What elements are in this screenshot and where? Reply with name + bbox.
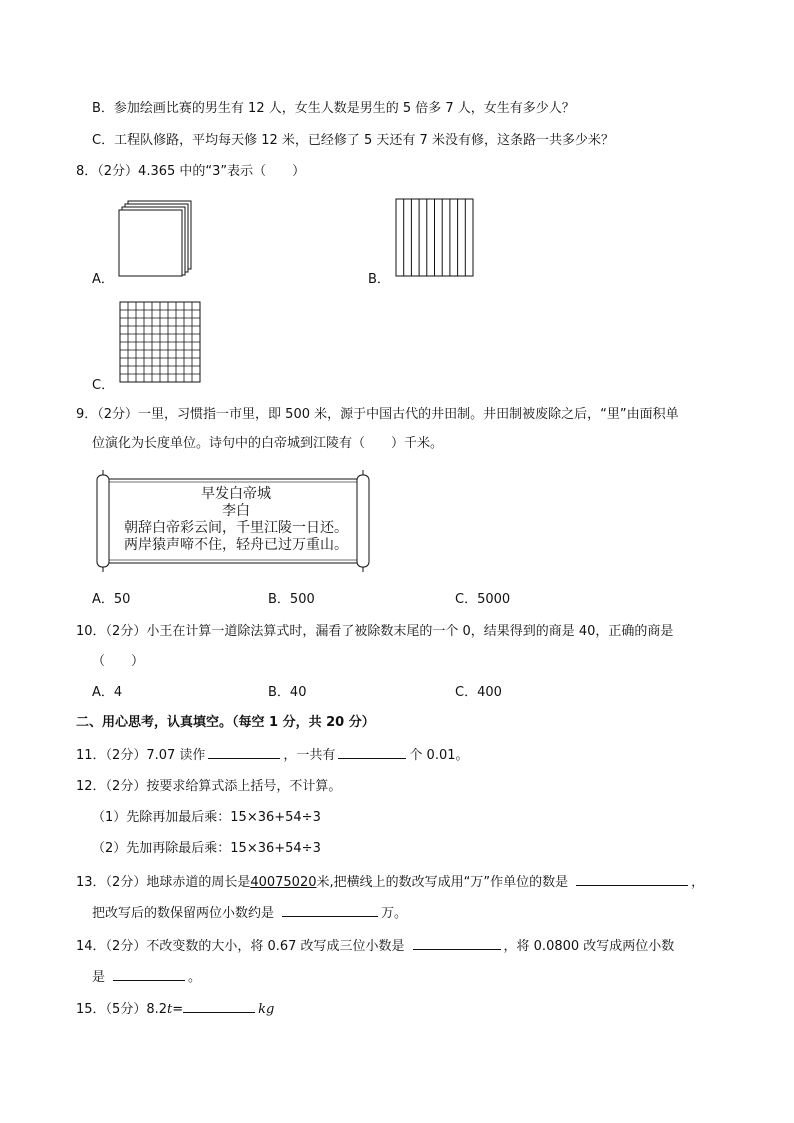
q13-text-2: 米,把横线上的数改写成用“万”作单位的数是 [316,875,569,890]
q13-line2 [92,902,407,924]
q8-option-c-label: C． [92,378,115,393]
q13-blank-1[interactable] [576,871,688,886]
q13-text-4: 把改写后的数保留两位小数约是 [92,906,275,921]
q14-text-4: 。 [188,970,202,985]
q8-option-a-label: A． [92,272,114,287]
poem-line-1: 朝辞白帝彩云间，千里江陵一日还。 [124,520,348,536]
q11-text-1: 11．（2分）7.07 读作 [76,748,206,763]
q7-option-b: B．参加绘画比赛的男生有 12 人，女生人数是男生的 5 倍多 7 人，女生有多少人？ [92,101,575,116]
q11 [76,744,469,766]
q14-line2 [92,966,201,988]
q11-blank-1[interactable] [208,744,280,759]
q8-option-c-figure [119,301,201,383]
q15-unit-t: t [167,1002,173,1017]
q13-text-3: ， [691,875,705,890]
q13-blank-2[interactable] [282,902,378,917]
q8-option-a-figure [118,200,192,278]
poem-author: 李白 [222,503,250,519]
poem-line-2: 两岸猿声啼不住，轻舟已过万重山。 [124,537,348,553]
q15-blank[interactable] [183,998,255,1013]
q15-unit-kg: kg [258,1002,275,1017]
q11-text-3: 个 0.01。 [409,748,469,763]
q11-blank-2[interactable] [338,744,406,759]
q12-stem: 12．（2分）按要求给算式添上括号，不计算。 [76,779,342,794]
section-2-heading: 二、用心思考，认真填空。（每空 1 分，共 20 分） [76,715,375,730]
poem-title: 早发白帝城 [201,486,271,502]
q10-option-c: C．400 [455,685,502,700]
q7-option-c: C．工程队修路，平均每天修 12 米，已经修了 5 天还有 7 米没有修，这条路一共多少米？ [92,133,614,148]
q9-option-c: C．5000 [455,592,511,607]
q13-line1 [76,871,704,893]
q14-line1 [76,935,674,957]
q9-option-b: B．500 [268,592,315,607]
q13-text-5: 万。 [381,906,408,921]
q10-stem-line2: （ ） [92,654,145,669]
q11-text-2: ，一共有 [283,748,336,763]
q14-blank-1[interactable] [413,935,501,950]
q13-underlined-number: 40075020 [250,875,317,890]
q9-option-a: A．50 [92,592,131,607]
q12-part-1: （1）先除再加最后乘：15×36+54÷3 [92,810,321,825]
q14-blank-2[interactable] [113,966,185,981]
q15 [76,998,274,1020]
q15-text-1: 15．（5分）8.2 [76,1002,167,1017]
q14-text-3: 是 [92,970,106,985]
q10-option-a: A．4 [92,685,123,700]
q8-option-b-label: B． [368,272,390,287]
q9-stem-line1: 9．（2分）一里，习惯指一市里，即 500 米，源于中国古代的井田制。井田制被废除之后，“里”由面积单 [76,407,679,422]
q10-stem-line1: 10．（2分）小王在计算一道除法算式时，漏看了被除数末尾的一个 0，结果得到的商是 40，正确的商是 [76,624,674,639]
q14-text-2: ，将 0.0800 改写成两位小数 [503,939,675,954]
q13-text-1: 13．（2分）地球赤道的周长是 [76,875,251,890]
q15-equals: = [172,1002,184,1017]
q8-option-b-figure [395,198,475,278]
q14-text-1: 14．（2分）不改变数的大小，将 0.67 改写成三位小数是 [76,939,405,954]
q9-stem-line2: 位演化为长度单位。诗句中的白帝城到江陵有（ ）千米。 [92,436,444,451]
q12-part-2: （2）先加再除最后乘：15×36+54÷3 [92,841,321,856]
q10-option-b: B．40 [268,685,307,700]
q8-stem: 8．（2分）4.365 中的“3”表示（ ） [76,164,306,179]
